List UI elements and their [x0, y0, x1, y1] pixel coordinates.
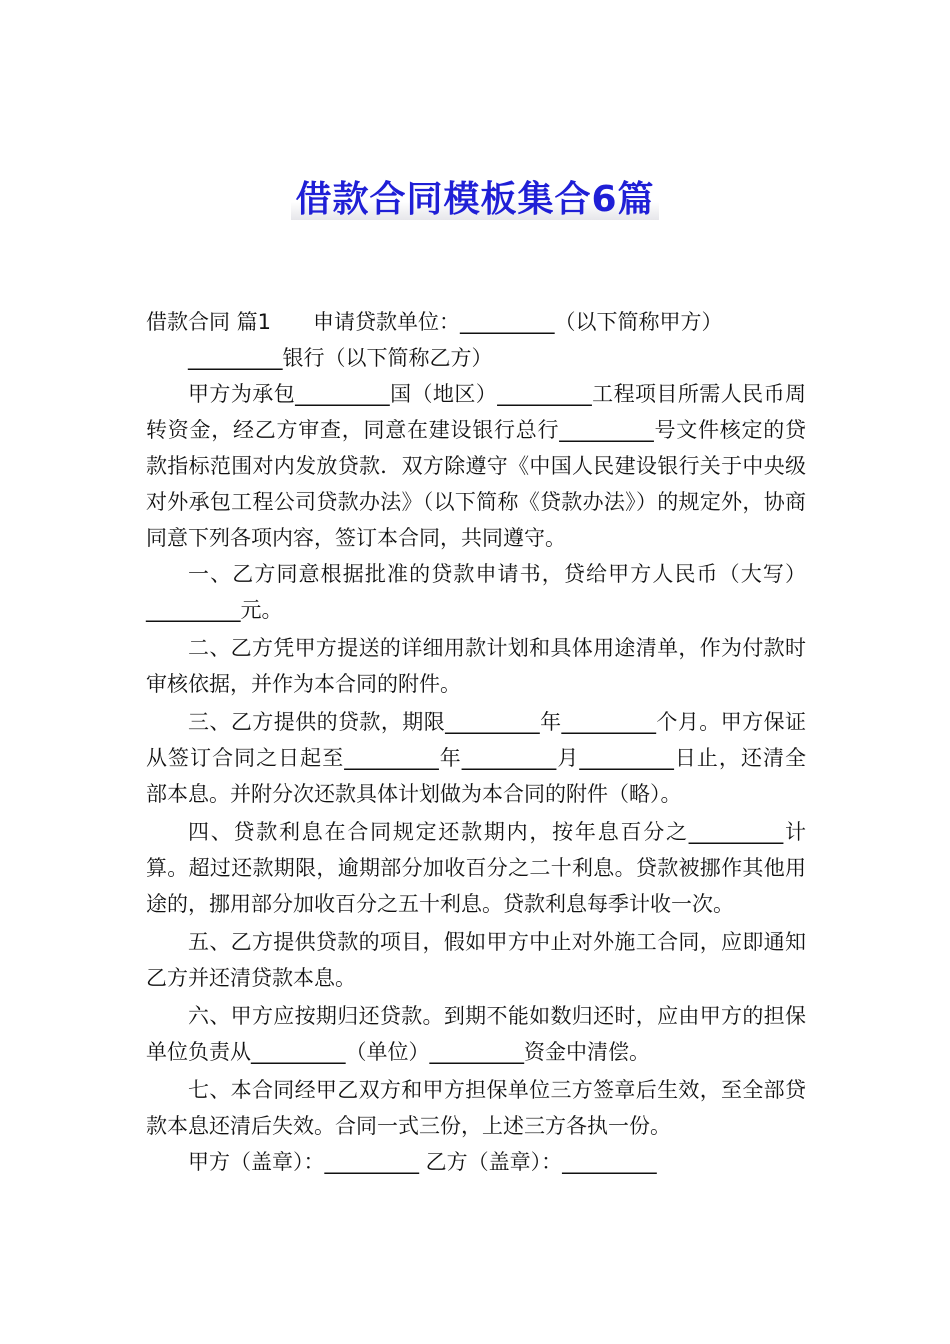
paragraph-clause-3: 三、乙方提供的贷款，期限_________年_________个月。甲方保证从签订合同之日起至_________年_________月_________日止，还清全部本息。并附分次还款具体计划做为本合同的附件（略）。 [146, 710, 806, 806]
contract-heading-label: 借款合同 篇1 [146, 310, 272, 334]
document-title-text: 借款合同模板集合6篇 [291, 179, 658, 220]
paragraph-clause-2: 二、乙方凭甲方提送的详细用款计划和具体用途清单，作为付款时审核依据，并作为本合同的附件。 [146, 636, 806, 696]
document-title [0, 172, 950, 228]
paragraph-clause-4: 四、贷款利息在合同规定还款期内，按年息百分之_________计算。超过还款期限，逾期部分加收百分之二十利息。贷款被挪作其他用途的，挪用部分加收百分之五十利息。贷款利息每季计收一次。 [146, 820, 806, 916]
applicant-line: 申请贷款单位：_________（以下简称甲方） [313, 310, 723, 334]
paragraph-clause-6: 六、甲方应按期归还贷款。到期不能如数归还时，应由甲方的担保单位负责从_________（单位）_________资金中清偿。 [146, 1004, 806, 1064]
document-body [146, 304, 806, 1180]
paragraph-clause-1: 一、乙方同意根据批准的贷款申请书，贷给甲方人民币（大写）_________元。 [146, 562, 806, 622]
bank-line: _________银行（以下简称乙方） [188, 346, 493, 370]
signature-line: 甲方（盖章）：_________ 乙方（盖章）：_________ [188, 1150, 657, 1174]
spacer [271, 304, 313, 340]
paragraph-clause-7: 七、本合同经甲乙双方和甲方担保单位三方签章后生效，至全部贷款本息还清后失效。合同一式三份，上述三方各执一份。 [146, 1078, 806, 1138]
contract-heading-line [146, 304, 806, 340]
paragraph-clause-5: 五、乙方提供贷款的项目，假如甲方中止对外施工合同，应即通知乙方并还清贷款本息。 [146, 930, 806, 990]
paragraph-intro: 甲方为承包_________国（地区）_________工程项目所需人民币周转资金，经乙方审查，同意在建设银行总行_________号文件核定的贷款指标范围对内发放贷款．双方除遵守《中国人民建设银行关于中央级对外承包工程公司贷款办法》（以下简称《贷款办法》）的规定外，协商同意下列各项内容，签订本合同，共同遵守。 [146, 382, 806, 550]
